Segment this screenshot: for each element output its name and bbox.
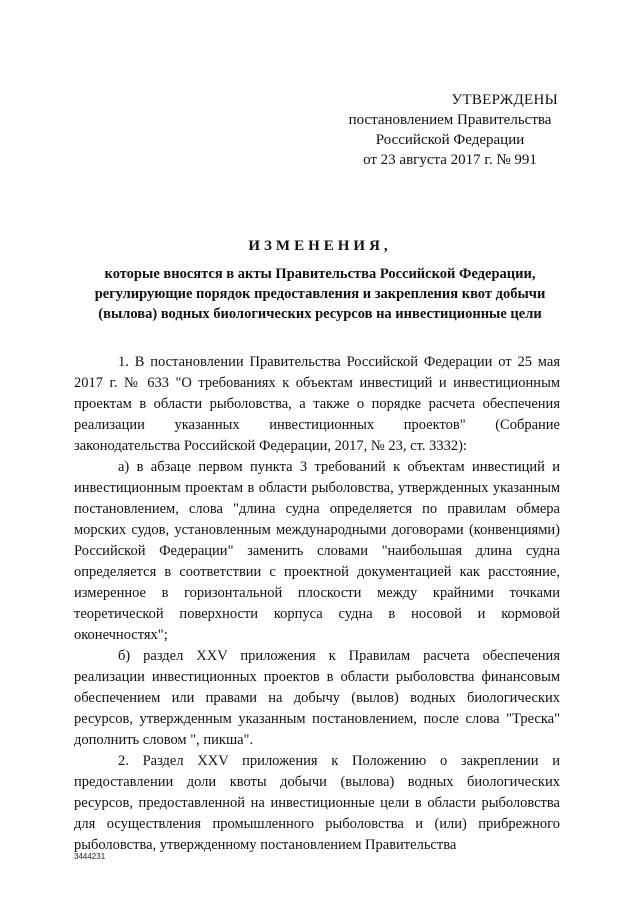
document-subtitle — [70, 264, 570, 324]
paragraph-1b: б) раздел XXV приложения к Правилам расчета обеспечения реализации инвестиционных проектов в области рыболовства финансовым обеспечением или правами на добычу (вылов) водных биологических ресурсов, утвержденным указанным постановлением, после слова "Треска" дополнить словом ", пикша". — [74, 648, 560, 748]
document-body — [74, 352, 560, 856]
approved-heading: УТВЕРЖДЕНЫ — [451, 92, 558, 108]
approval-line-3: от 23 августа 2017 г. № 991 — [363, 152, 537, 168]
approval-line-2: Российской Федерации — [375, 132, 525, 148]
approval-block — [330, 90, 570, 170]
document-code: 3444231 — [74, 852, 106, 861]
subtitle-line-3: (вылова) водных биологических ресурсов на инвестиционные цели — [98, 306, 542, 322]
subtitle-line-2: регулирующие порядок предоставления и закрепления квот добычи — [94, 286, 546, 302]
paragraph-2: 2. Раздел XXV приложения к Положению о закреплении и предоставлении доли квоты добычи (вылова) водных биологических ресурсов, предоставленной на инвестиционные цели в области рыболовства для осуществления промышленного рыболовства и (или) прибрежного рыболовства, утвержденному постановлением Правительства — [74, 753, 560, 853]
paragraph-1a: а) в абзаце первом пункта 3 требований к объектам инвестиций и инвестиционным проектам в области рыболовства, утвержденных указанным постановлением, слова "длина судна определяется по правилам обмера морских судов, установленным международными договорами (конвенциями) Российской Федерации" заменить словами "наибольшая длина судна определяется в соответствии с проектной документацией как расстояние, измеренное в горизонтальной плоскости между крайними точками теоретической поверхности корпуса судна в носовой и кормовой оконечностях"; — [74, 459, 560, 643]
approval-line-1: постановлением Правительства — [348, 112, 552, 128]
paragraph-1: 1. В постановлении Правительства Российской Федерации от 25 мая 2017 г. № 633 "О требованиях к объектам инвестиций и инвестиционным проектам в области рыболовства, а также о порядке расчета обеспечения реализации указанных инвестиционных проектов" (Собрание законодательства Российской Федерации, 2017, № 23, ст. 3332): — [74, 354, 560, 454]
subtitle-line-1: которые вносятся в акты Правительства Российской Федерации, — [104, 266, 536, 282]
document-title: ИЗМЕНЕНИЯ, — [248, 238, 392, 254]
